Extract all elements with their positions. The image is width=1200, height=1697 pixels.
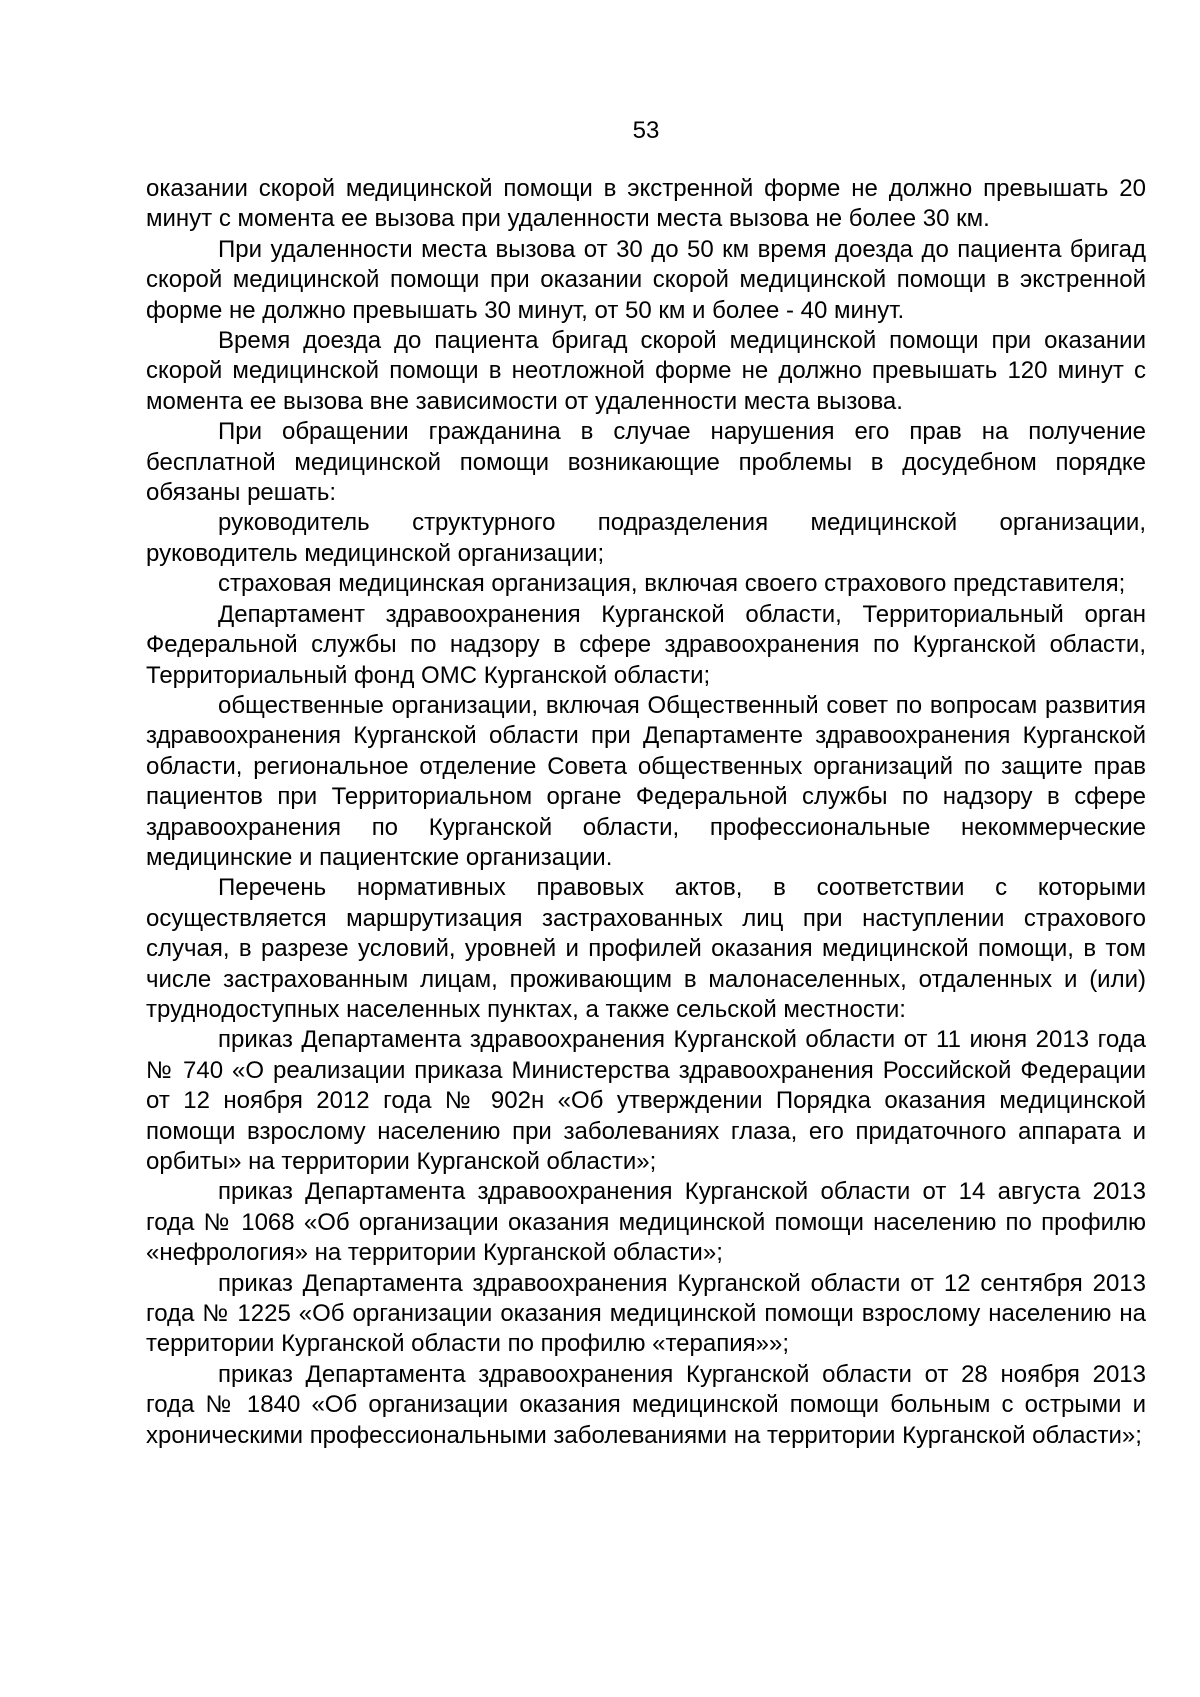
- document-body: [146, 174, 1146, 1451]
- paragraph-routing-acts-intro: Перечень нормативных правовых актов, в соответствии с которыми осуществляется маршрутизация застрахованных лиц при наступлении страхового случая, в разрезе условий, уровней и профилей оказания медицинской помощи, в том числе застрахованным лицам, проживающим в малонаселенных, отдаленных и (или) труднодоступных населенных пунктах, а также сельской местности:: [146, 874, 1146, 1023]
- paragraph-arrival-time-urgent: Время доезда до пациента бригад скорой медицинской помощи при оказании скорой медицинской помощи в неотложной форме не должно превышать 120 минут с момента ее вызова вне зависимости от удаленности места вызова.: [146, 327, 1146, 415]
- list-item-insurance-org: страховая медицинская организация, включая своего страхового представителя;: [218, 570, 1126, 598]
- list-item-order-1840: приказ Департамента здравоохранения Курганской области от 28 ноября 2013 года № 1840 «Об организации оказания медицинской помощи больным с острыми и хроническими профессиональными заболеваниями на территории Курганской области»;: [146, 1360, 1146, 1449]
- paragraph-arrival-time-30-50km: При удаленности места вызова от 30 до 50 км время доезда до пациента бригад скорой медицинской помощи при оказании скорой медицинской помощи в экстренной форме не должно превышать 30 минут, от 50 км и более - 40 минут.: [146, 235, 1146, 324]
- list-item-order-1068: приказ Департамента здравоохранения Курганской области от 14 августа 2013 года № 1068 «Об организации оказания медицинской помощи населению по профилю «нефрология» на территории Курганской области»;: [146, 1178, 1146, 1267]
- page-number: 53: [632, 117, 660, 144]
- list-item-order-1225: приказ Департамента здравоохранения Курганской области от 12 сентября 2013 года № 1225 «Об организации оказания медицинской помощи взрослому населению на территории Курганской области по профилю «терапия»»;: [146, 1269, 1146, 1358]
- list-item-unit-head: руководитель структурного подразделения медицинской организации, руководитель медицинской организации;: [146, 509, 1146, 567]
- list-item-public-orgs: общественные организации, включая Общественный совет по вопросам развития здравоохранения Курганской области при Департаменте здравоохранения Курганской области, региональное отделение Совета общественных организаций по защите прав пациентов при Территориальном органе Федеральной службы по надзору в сфере здравоохранения по Курганской области, профессиональные некоммерческие медицинские и пациентские организации.: [146, 691, 1146, 871]
- list-item-health-department: Департамент здравоохранения Курганской области, Территориальный орган Федеральной службы по надзору в сфере здравоохранения по Курганской области, Территориальный фонд ОМС Курганской области;: [146, 600, 1146, 689]
- paragraph-continuation: оказании скорой медицинской помощи в экстренной форме не должно превышать 20 минут с момента ее вызова при удаленности места вызова не более 30 км.: [146, 175, 1146, 233]
- paragraph-complaints-intro: При обращении гражданина в случае нарушения его прав на получение бесплатной медицинской помощи возникающие проблемы в досудебном порядке обязаны решать:: [146, 418, 1146, 507]
- list-item-order-740: приказ Департамента здравоохранения Курганской области от 11 июня 2013 года № 740 «О реализации приказа Министерства здравоохранения Российской Федерации от 12 ноября 2012 года № 902н «Об утверждении Порядка оказания медицинской помощи взрослому населению при заболеваниях глаза, его придаточного аппарата и орбиты» на территории Курганской области»;: [146, 1026, 1146, 1175]
